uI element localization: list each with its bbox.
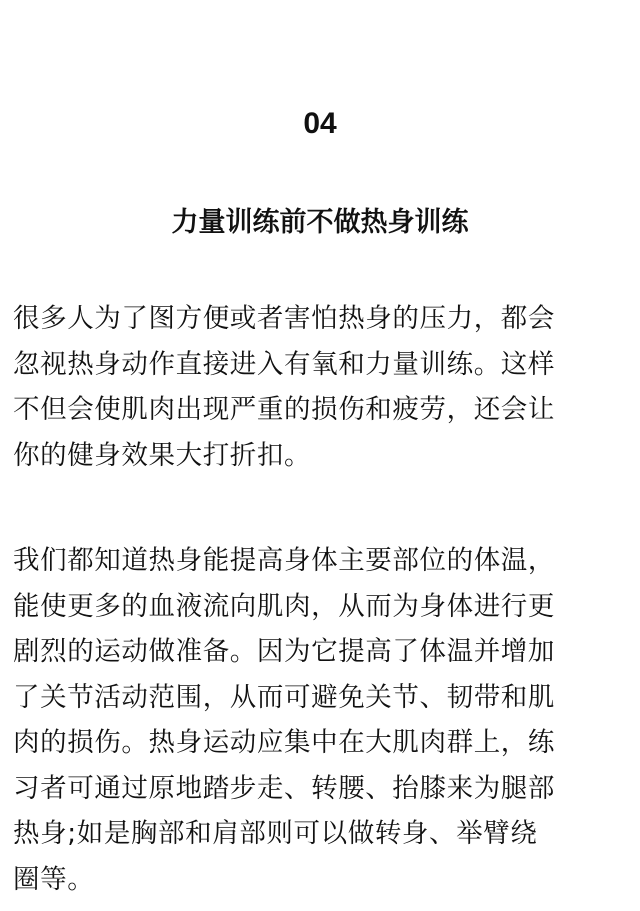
paragraph-line: 很多人为了图方便或者害怕热身的压力，都会 (13, 303, 555, 334)
paragraph-line: 忽视热身动作直接进入有氧和力量训练。这样 (13, 348, 555, 380)
paragraph-line: 剧烈的运动做准备。因为它提高了体温并增加 (13, 636, 555, 667)
paragraph-line: 习者可通过原地踏步走、转腰、抬膝来为腿部 (13, 772, 555, 804)
paragraph-line: 我们都知道热身能提高身体主要部位的体温， (13, 545, 555, 576)
section-title: 力量训练前不做热身训练 (171, 207, 469, 238)
paragraph-line: 热身;如是胸部和肩部则可以做转身、举臂绕 (13, 818, 538, 849)
paragraph-line: 了关节活动范围，从而可避免关节、韧带和肌 (13, 681, 555, 713)
paragraph-warmup-benefits (13, 538, 635, 902)
paragraph-line: 肉的损伤。热身运动应集中在大肌肉群上，练 (13, 727, 555, 758)
section-number: 04 (303, 107, 337, 140)
paragraph-line: 不但会使肌肉出现严重的损伤和疲劳，还会让 (13, 394, 555, 425)
paragraph-line: 能使更多的血液流向肌肉，从而为身体进行更 (13, 590, 555, 622)
paragraph-line: 你的健身效果大打折扣。 (13, 439, 312, 471)
paragraph-line: 圈等。 (13, 863, 95, 895)
paragraph-warmup-neglect (13, 296, 635, 478)
